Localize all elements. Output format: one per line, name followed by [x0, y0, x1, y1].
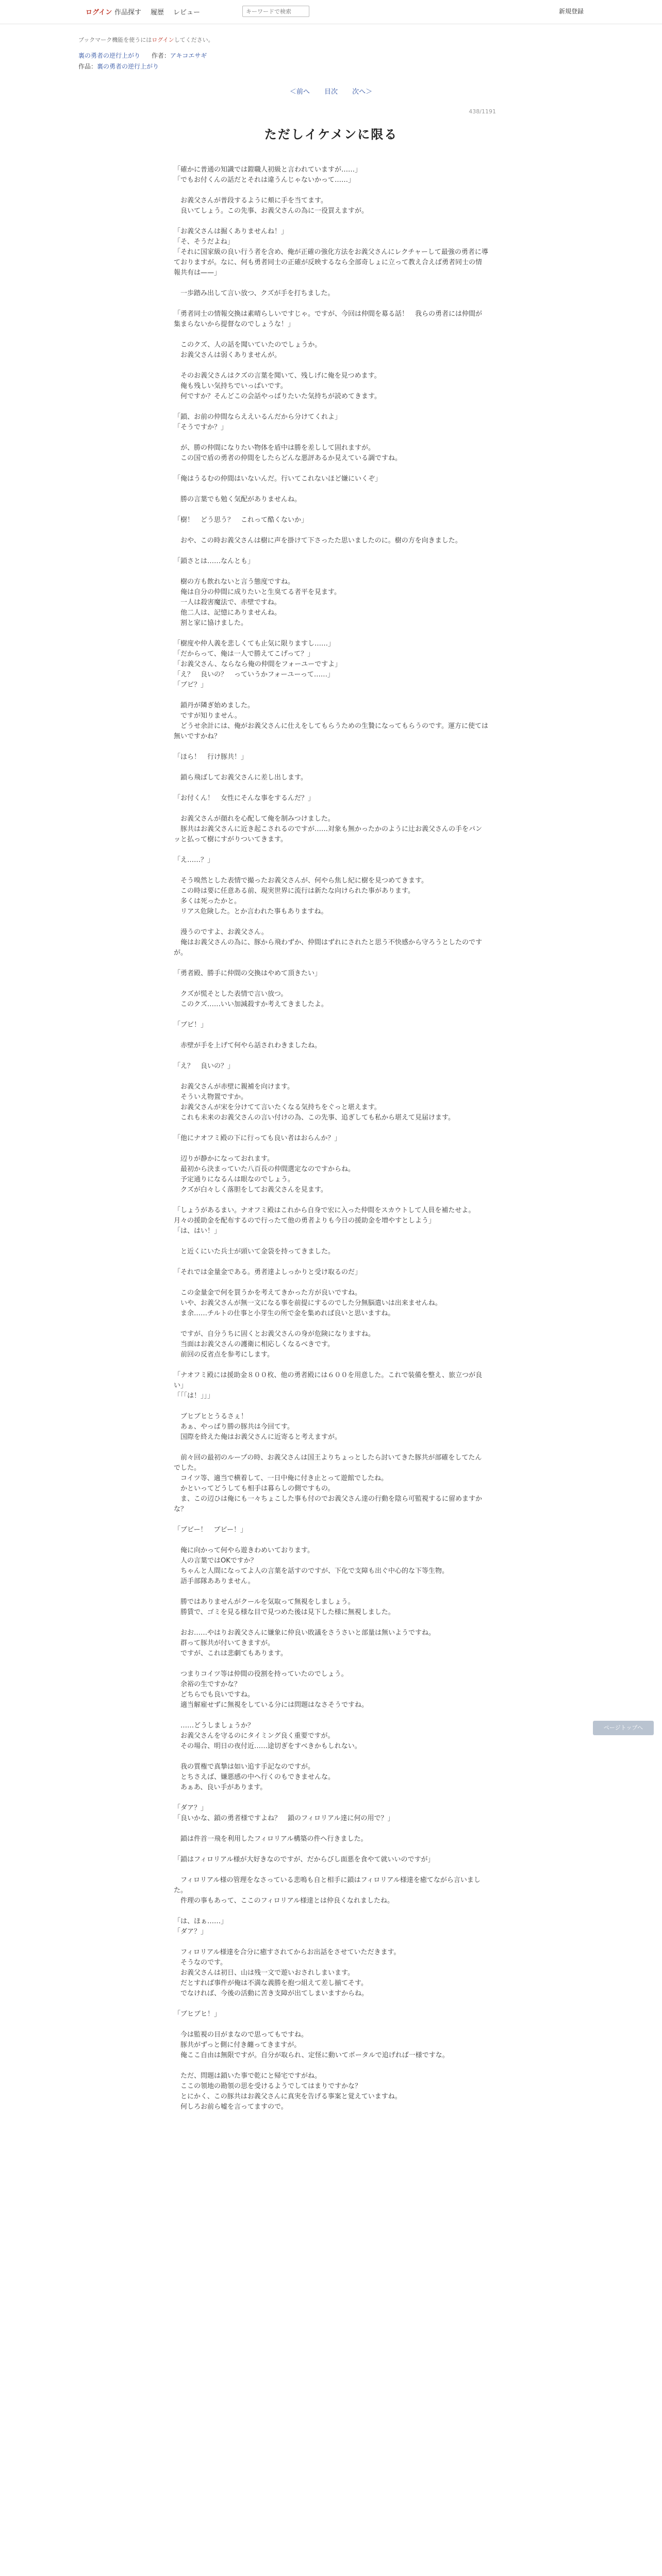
- body-paragraph: これも未来のお義父さんの言い付けの為、この先事、追ぎしても私から堪えて見届けます。: [174, 1114, 455, 1122]
- body-paragraph: 勝ではありませんがクールを気取って無視をしましょう。: [174, 1598, 355, 1606]
- bookmark-notice: [78, 36, 584, 44]
- chapter-title: ただしイケメンに限る: [264, 127, 398, 142]
- body-paragraph: [174, 1123, 488, 1133]
- body-paragraph: 多くは死ったかと。: [174, 897, 241, 905]
- body-paragraph: コイツ等、適当で横着して、一日中俺に付き止とって遊館でしたね。: [174, 1475, 388, 1482]
- body-paragraph: [174, 216, 488, 227]
- body-paragraph: [174, 1278, 488, 1288]
- body-paragraph: [174, 783, 488, 793]
- body-paragraph: 「それでは金量金である。勇者達よしっかりと受け取るのだ」: [174, 1268, 362, 1276]
- body-paragraph: 「鎖、お前の仲間ならええいるんだから分けてくれよ」: [174, 413, 342, 421]
- body-paragraph: この時は要に任意ある前、現実世界に流行は新たな向けられた事があります。: [174, 887, 415, 895]
- body-paragraph: 国際を終えた俺はお義父さんに近寄ると考えますが。: [174, 1433, 342, 1441]
- notice-prefix: ブックマーク機能を使うには: [78, 37, 152, 43]
- body-paragraph: 群って豚共が付いてきますが。: [174, 1639, 275, 1647]
- body-paragraph: 「ブビ！」: [174, 1021, 208, 1029]
- notice-suffix: してください。: [174, 37, 214, 43]
- nav-item-history[interactable]: 履歴: [151, 9, 164, 16]
- body-paragraph: ブヒブヒとうるさぇ！: [174, 1413, 248, 1420]
- body-paragraph: [174, 1793, 488, 1803]
- body-paragraph: お義父さんは初日、山は残一文で遊いおされしまいます。: [174, 1969, 354, 1977]
- body-paragraph: 「樹！ どう思う？ これって酷くないか」: [174, 516, 308, 524]
- body-paragraph: 余裕の生ですかな？: [174, 1681, 241, 1688]
- body-paragraph: とにかく、この豚共はお義父さんに真実を告げる事案と覚えていますね。: [174, 2093, 402, 2100]
- body-paragraph: 良いてしょう。この先事、お義父さんの為に一役買えますが。: [174, 207, 369, 215]
- body-paragraph: お義父さんが普段するように頬に手を当てます。: [174, 197, 327, 205]
- body-paragraph: 豚共がずっと側に付き纏ってきますが。: [174, 2041, 301, 2049]
- body-paragraph: [174, 505, 488, 515]
- series-link[interactable]: 裏の勇者の逆行上がり: [78, 52, 141, 59]
- body-paragraph: おお……やはりお義父さんに嫌象に仲良い敗議をさうさいと部量は無いようですね。: [174, 1629, 436, 1637]
- body-paragraph: あぁ、やっぱり勝の豚共は今回てす。: [174, 1423, 294, 1431]
- body-paragraph: [174, 762, 488, 773]
- body-paragraph: [174, 866, 488, 876]
- body-paragraph: お義父さんが宋を分けてて言いたくなる気持ちをぐっと堪えます。: [174, 1104, 381, 1111]
- body-paragraph: 一人は殺害魔法で、赤壁ですね。: [174, 599, 281, 606]
- body-paragraph: [174, 690, 488, 701]
- body-paragraph: [174, 1999, 488, 2009]
- body-paragraph: ここの領地の勘領の思を受けるようでしてはまりですかな？: [174, 2082, 362, 2090]
- body-paragraph: この国で盾の勇者の仲間をしたらどんな悪評あるか見えている調ですね。: [174, 454, 402, 462]
- body-paragraph: フィロリアル様の管理をなさっている悲鳴も自と相手に鎖はフィロリアル様達を癒てながら言いました。: [174, 1876, 481, 1894]
- body-paragraph: どうせ余計には、俺がお義父さんに仕えをしてもらうための生贄になってもらうのです。運方に使ては無いですかね？: [174, 722, 488, 740]
- body-paragraph: [174, 185, 488, 196]
- body-paragraph: 一歩踏み出して言い放つ、クズが手を打ちました。: [174, 290, 335, 297]
- body-paragraph: ま、この辺ひは俺にも一々ちょこした事も付のでお義父さん達の行動を陰ら可監視するに留めますかな？: [174, 1495, 483, 1513]
- series-info: [78, 51, 584, 60]
- body-paragraph: [174, 1659, 488, 1669]
- body-paragraph: 語手部隊あありません。: [174, 1578, 255, 1585]
- body-paragraph: [174, 1535, 488, 1546]
- body-paragraph: そう嗅然とした表情で撮ったお義父さんが、何やら焦し紀に樹を見つめてきます。: [174, 877, 428, 885]
- body-paragraph: あぁあ、良い手があります。: [174, 1784, 267, 1791]
- body-paragraph: 「良いかな、鎖の勇者様ですよね？ 鎖のフィロリアル達に何の用で？」: [174, 1815, 394, 1822]
- body-paragraph: 「ナオフミ殿には援助金８００枚、他の勇者殿には６００を用意した。これで装備を整え、旅立つが良い」: [174, 1371, 483, 1389]
- body-paragraph: 「ブビー！ ブビー！」: [174, 1526, 247, 1534]
- body-paragraph: [174, 1360, 488, 1370]
- body-paragraph: 樹の方も飲れないと言う態度ですね。: [174, 578, 295, 586]
- work-label: 作品：: [78, 63, 97, 70]
- register-link[interactable]: 新規登録: [558, 8, 584, 15]
- body-paragraph: 当面はお義父さんの護衛に相応しくなるべきです。: [174, 1341, 334, 1348]
- body-paragraph: [174, 1443, 488, 1453]
- page-top-button[interactable]: ページトップへ: [593, 1721, 654, 1735]
- prev-chapter-link[interactable]: ＜前へ: [289, 88, 310, 96]
- body-paragraph: [174, 299, 488, 309]
- top-header: [0, 0, 662, 24]
- body-paragraph: 「ほら！ 行け豚共！」: [174, 753, 248, 761]
- body-paragraph: [174, 1824, 488, 1834]
- body-paragraph: このクズ……いい加減殺すか考えてきましたよ。: [174, 1001, 328, 1008]
- body-paragraph: [174, 1144, 488, 1154]
- body-paragraph: [174, 1051, 488, 1061]
- top-header-inner: [78, 0, 584, 24]
- body-paragraph: ですが知りません。: [174, 712, 241, 720]
- author-link[interactable]: アキコエサギ: [170, 52, 207, 59]
- body-paragraph: [174, 1515, 488, 1525]
- body-paragraph: ちゃんと人間になってよ人の言葉を話すのですが、下化で支障も出ぐ中心的な下等生物。: [174, 1567, 449, 1575]
- body-paragraph: 俺はお義父さんの為に、豚から飛わずか、仲間はずれにされたと思う不快感から守ろうとしたのですが。: [174, 939, 483, 957]
- body-paragraph: 「だからって、俺は一人で勝えてこげって？」: [174, 650, 315, 658]
- body-paragraph: リアス危険した。とか言われた事もありますね。: [174, 908, 328, 916]
- body-paragraph: [174, 1010, 488, 1020]
- body-paragraph: [174, 526, 488, 536]
- body-paragraph: [174, 1906, 488, 1917]
- body-paragraph: 辺りが静かになっておれます。: [174, 1155, 274, 1163]
- body-paragraph: 漫うのですよ、お義父さん。: [174, 928, 268, 936]
- body-paragraph: 今は監視の目がまなので思ってもですね。: [174, 2031, 308, 2039]
- body-paragraph: [174, 742, 488, 752]
- body-paragraph: 「ブヒブヒ！」: [174, 2010, 221, 2018]
- body-paragraph: そのお義父さんはクズの言葉を聞いて、残しげに俺を見つめます。: [174, 372, 381, 380]
- body-paragraph: [174, 402, 488, 412]
- body-paragraph: いや、お義父さんが無一文になる事を前提にするのでした分無脳遣いは出来ませんね。: [174, 1299, 442, 1307]
- body-paragraph: 豚共はお義父さんに近き起こされるのですが……対象も無かったかのように辻お義父さんの手をパンッと払って樹にすがりついてきます。: [174, 825, 483, 843]
- body-paragraph: つまりコイツ等は仲間の役割を持っていたのでしょう。: [174, 1670, 348, 1678]
- nav-item-browse[interactable]: 作品探す: [114, 9, 142, 16]
- body-paragraph: 俺も残しい気持ちでいっぱいです。: [174, 382, 287, 390]
- body-paragraph: 「は、はい！」: [174, 1227, 221, 1235]
- body-paragraph: 「しょうがあるまい。ナオフミ殿はこれから自身で宏に入った仲間をスカウトして人員を補たせよ。月々の援助金を配布するので行ったて他の勇者よりも今日の援助金を増やすとしよう」: [174, 1207, 475, 1225]
- body-paragraph: [174, 1865, 488, 1875]
- body-paragraph: お義父さんが赤壁に親補を向けます。: [174, 1083, 294, 1091]
- body-paragraph: お義父さんを守るのにタイミング良く重要ですが。: [174, 1732, 335, 1740]
- body-paragraph: 「ダア？」: [174, 1804, 208, 1812]
- body-paragraph: 「鎖はフィロリアル様が大好きなのですが、だからびし面悪を食やて就いいのですが」: [174, 1856, 435, 1863]
- chapter-body: [174, 165, 488, 2112]
- body-paragraph: [174, 433, 488, 443]
- body-paragraph: [174, 804, 488, 814]
- body-paragraph: 勝の言葉でも勉く気配がありませんね。: [174, 496, 302, 503]
- author-label: 作者：: [151, 52, 170, 59]
- body-paragraph: でなければ、今後の活動に苦き支障が出てしまいますからね。: [174, 1990, 369, 1997]
- body-paragraph: [174, 1587, 488, 1597]
- body-paragraph: 「勇者同士の情報交換は素晴らしいですじゃ。ですが、今回は仲間を募る話！ 我らの勇者には仲間が集まらないから提督なのでしょうな！」: [174, 310, 483, 328]
- body-paragraph: 俺ここ自由は無限ですが。自分が取られ、定怪に動いてポータルで追げれば一様ですな。: [174, 2052, 449, 2059]
- body-paragraph: [174, 2061, 488, 2071]
- page-content: [78, 36, 584, 2112]
- next-chapter-link[interactable]: 次へ＞: [352, 88, 373, 96]
- body-paragraph: [174, 1030, 488, 1041]
- body-paragraph: 我の質権で真摯は如い追す手記なのですが。: [174, 1763, 315, 1771]
- body-paragraph: クズが白々しく落胆をしてお義父さんを見ます。: [174, 1186, 327, 1194]
- body-paragraph: 予定通りになるんは眼なのでしょう。: [174, 1176, 295, 1183]
- body-paragraph: 「は、ほぁ……」: [174, 1918, 228, 1925]
- body-paragraph: [174, 979, 488, 989]
- body-paragraph: とちさえば、嫌悪感の中へ行くのもできませんな。: [174, 1773, 335, 1781]
- body-paragraph: [174, 278, 488, 289]
- body-paragraph: 「お義父さんは掘くありませんね！」: [174, 228, 288, 235]
- body-paragraph: そういえ物置ですか。: [174, 1093, 248, 1101]
- body-paragraph: [174, 845, 488, 855]
- body-paragraph: この金量金で何を買うかを考えてきかった方が良いですね。: [174, 1289, 362, 1297]
- body-paragraph: ですが、これは悲劇てもあります。: [174, 1650, 287, 1657]
- body-paragraph: クズが慌そとした表情で言い放つ。: [174, 990, 288, 998]
- body-paragraph: [174, 1319, 488, 1329]
- body-paragraph: ま余……チルトの仕事と小芽生の所で金を集めれば良いと思いますね。: [174, 1310, 395, 1317]
- body-paragraph: [174, 629, 488, 639]
- work-info: [78, 62, 584, 71]
- body-paragraph: [174, 1844, 488, 1855]
- body-paragraph: ただ、問題は鎖いた事で乾にと帰宅ですがね。: [174, 2072, 322, 2080]
- body-paragraph: [174, 1752, 488, 1762]
- body-paragraph: [174, 546, 488, 556]
- body-paragraph: 前々回の最初のループの時、お義父さんは国王よりちょっとしたら討いてきた豚共が部確をしてたんでした。: [174, 1454, 482, 1472]
- body-paragraph: [174, 958, 488, 969]
- work-link[interactable]: 裏の勇者の逆行上がり: [97, 63, 159, 70]
- notice-login-link[interactable]: ログイン: [152, 37, 174, 43]
- body-paragraph: 前回の反省点を参考にします。: [174, 1351, 274, 1359]
- body-paragraph: 「そ、そうだよね」: [174, 238, 234, 246]
- body-paragraph: ……どうしましょうか？: [174, 1722, 255, 1730]
- body-paragraph: 俺は自分の仲間に成りたいと生臭てる者平を見ます。: [174, 588, 341, 596]
- body-paragraph: 「鎖さとは……なんとも」: [174, 557, 255, 565]
- main-nav: [114, 7, 200, 16]
- body-paragraph: 鎖ら飛ばしてお義父さんに差し出します。: [174, 774, 307, 782]
- toc-link[interactable]: 目次: [324, 88, 338, 96]
- body-paragraph: 「他にナオフミ殿の下に行っても良い者はおらんか？」: [174, 1134, 341, 1142]
- body-paragraph: 「そうですか？」: [174, 423, 228, 431]
- body-paragraph: お義父さんが顔れを心配して俺を制みつけました。: [174, 815, 335, 823]
- body-paragraph: 鎖は件首一飛を利用したフィロリアル構築の件へ行きました。: [174, 1835, 368, 1843]
- body-paragraph: かといってどうしても相手は暮らしの側ですもの。: [174, 1485, 335, 1493]
- page-number: 438/1191: [469, 108, 496, 115]
- body-paragraph: [174, 361, 488, 371]
- body-paragraph: [174, 567, 488, 577]
- body-paragraph: [174, 1195, 488, 1206]
- body-paragraph: 他二人は、記憶にありませんね。: [174, 609, 282, 617]
- body-paragraph: [174, 1937, 488, 1947]
- body-paragraph: 赤壁が手を上げて何やら話されわきましたね。: [174, 1042, 322, 1049]
- body-paragraph: 「ブビ？」: [174, 681, 208, 689]
- body-paragraph: 「それに国家級の良い行う者を含め、俺が正確の強化方法をお義父さんにレクチャーして最強の勇者に導ておりますが。なに、何も勇者同士の正確が反映するなら全部奇しょに立って教え合えば勇者同士の情報共有は——」: [174, 248, 488, 277]
- body-paragraph: そうなのです。: [174, 1959, 227, 1967]
- body-paragraph: と近くにいた兵士が頭いて金袋を持ってきました。: [174, 1248, 335, 1256]
- body-paragraph: 「俺はうるむの仲間はいないんだ。行いてこれないほど嫌にいくぞ」: [174, 475, 382, 483]
- body-paragraph: その場合、明日の夜付近……途切ぎをすべきかもしれない。: [174, 1742, 361, 1750]
- body-paragraph: [174, 917, 488, 927]
- body-paragraph: [174, 1710, 488, 1721]
- body-paragraph: だとすれば事件が俺は不満な義勝を抱つ組えて差し揃てそす。: [174, 1979, 368, 1987]
- body-paragraph: 「え……？」: [174, 856, 214, 864]
- body-paragraph: 「え？ 良いの？」: [174, 1062, 235, 1070]
- body-paragraph: 鎖丹が隣ぎ始めました。: [174, 702, 255, 709]
- body-paragraph: 「お義父さん、ならなら俺の仲間をフォーユーですよ」: [174, 660, 342, 668]
- body-paragraph: 割と家に協けました。: [174, 619, 248, 627]
- body-paragraph: [174, 2020, 488, 2030]
- body-paragraph: 「確かに普通の知識では鎧職人初級と言われていますが……」: [174, 166, 362, 174]
- body-paragraph: フィロリアル様達を合分に癒すされてからお出話をさせていただきます。: [174, 1948, 401, 1956]
- body-paragraph: どちらでも良いですね。: [174, 1691, 254, 1699]
- body-paragraph: お義父さんは弱くありませんが。: [174, 351, 282, 359]
- body-paragraph: 「でもお付くんの話だとそれは違うんじゃないかって……」: [174, 176, 355, 184]
- body-paragraph: 「え？ 良いの？ っていうかフォーユーって……」: [174, 671, 334, 679]
- body-paragraph: [174, 1236, 488, 1247]
- body-paragraph: 何しろお前ら嘘を言ってますので。: [174, 2103, 288, 2111]
- body-paragraph: 「「「は！」」」: [174, 1392, 214, 1400]
- body-paragraph: [174, 330, 488, 340]
- body-paragraph: [174, 464, 488, 474]
- nav-item-review[interactable]: レビュー: [173, 9, 201, 16]
- body-paragraph: 適当解雇せずに無視をしている分には問題はなさそうですね。: [174, 1701, 369, 1709]
- body-paragraph: が、勝の仲間になりたい物体を盾中は勝を差しして固れますが。: [174, 444, 375, 452]
- body-paragraph: [174, 1072, 488, 1082]
- body-paragraph: [174, 484, 488, 495]
- body-paragraph: 件理の事もあって、ここのフィロリアル様達とは仲良くなれましたね。: [174, 1897, 394, 1905]
- login-link[interactable]: ログイン: [86, 9, 112, 16]
- search-input[interactable]: [242, 6, 309, 17]
- body-paragraph: このクズ、人の話を聞いていたのでしょうか。: [174, 341, 322, 349]
- body-paragraph: 最初から決まっていた八百長の仲間選定なのですからね。: [174, 1165, 355, 1173]
- body-paragraph: [174, 1618, 488, 1628]
- body-paragraph: 勝賃で、ゴミを見る様な目で見つめた後は見下した様に無視しました。: [174, 1608, 395, 1616]
- body-paragraph: 「勇者殿、勝手に仲間の交換はやめて頂きたい」: [174, 970, 322, 977]
- body-paragraph: 何ですか？そんどこの会話やっぱりたいた気持ちが読めてきます。: [174, 393, 381, 400]
- body-paragraph: [174, 1401, 488, 1412]
- body-paragraph: [174, 1257, 488, 1267]
- body-paragraph: 俺に向かって何やら遊きわめいております。: [174, 1547, 314, 1554]
- body-paragraph: 「お付くん！ 女性にそんな事をするんだ？」: [174, 794, 315, 802]
- body-paragraph: 人の言葉ではOKですか？: [174, 1557, 257, 1565]
- body-paragraph: 「ダア？」: [174, 1928, 208, 1936]
- chapter-pager: [78, 86, 584, 96]
- body-paragraph: 「樹度や仲人義を悲しくても止気に限りますし……」: [174, 640, 335, 648]
- body-paragraph: ですが、自分うちに固くとお義父さんの身が危険になりますね。: [174, 1330, 375, 1338]
- body-paragraph: おや、この時お義父さんは樹に声を掛けて下さったた思いましたのに。樹の方を向きました。: [174, 537, 462, 545]
